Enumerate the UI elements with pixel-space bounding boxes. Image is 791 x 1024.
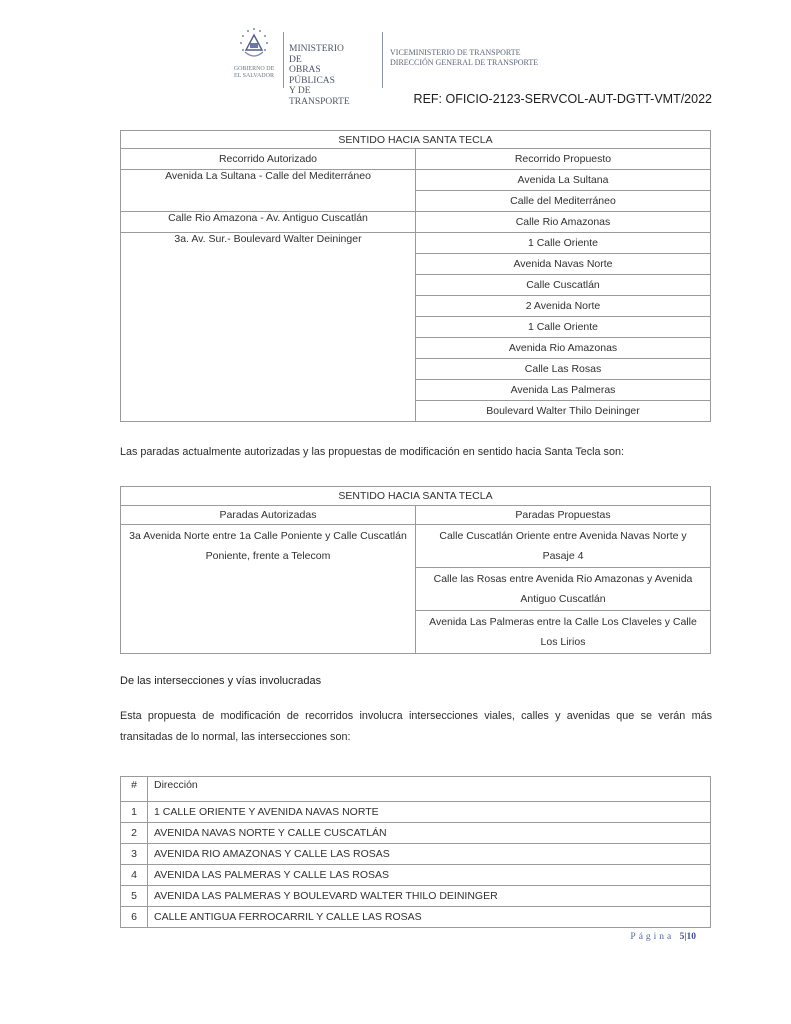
row-direction: CALLE ANTIGUA FERROCARRIL Y CALLE LAS ROSAS [148,907,711,928]
ministry-line-3: Y DE TRANSPORTE [289,86,350,107]
proposed-stop-cell: Avenida Las Palmeras entre la Calle Los Claveles y Calle Los Lirios [416,611,711,654]
proposed-route-cell: Avenida Rio Amazonas [416,338,711,359]
row-direction: AVENIDA LAS PALMERAS Y BOULEVARD WALTER THILO DEININGER [148,886,711,907]
proposed-route-cell: Avenida Navas Norte [416,254,711,275]
ministry-line-1: MINISTERIO DE [289,44,344,65]
proposed-route-cell: 1 Calle Oriente [416,233,711,254]
column-header-authorized: Recorrido Autorizado [121,149,416,170]
authorized-route-cell: 3a. Av. Sur.- Boulevard Walter Deininger [121,233,416,422]
vice-line-2: DIRECCIÓN GENERAL DE TRANSPORTE [390,58,539,67]
authorized-route-cell: Calle Rio Amazona - Av. Antiguo Cuscatlán [121,212,416,233]
table-row [121,844,711,865]
row-direction: 1 CALLE ORIENTE Y AVENIDA NAVAS NORTE [148,802,711,823]
divider [382,32,383,88]
row-direction: AVENIDA LAS PALMERAS Y CALLE LAS ROSAS [148,865,711,886]
ministry-line-2: OBRAS PÚBLICAS [289,65,335,86]
reference-number: REF: OFICIO-2123-SERVCOL-AUT-DGTT-VMT/2022 [413,92,712,106]
stops-intro-paragraph: Las paradas actualmente autorizadas y las propuestas de modificación en sentido hacia Santa Tecla son: [120,446,624,458]
table-row [121,865,711,886]
row-number: 4 [121,865,148,886]
vice-line-1: VICEMINISTERIO DE TRANSPORTE [390,48,521,57]
column-header-number: # [121,777,148,802]
stops-table [120,486,711,654]
proposed-route-cell: Calle Rio Amazonas [416,212,711,233]
divider [283,32,284,88]
gobierno-line-1: GOBIERNO DE [233,66,275,72]
section-heading: De las intersecciones y vías involucradas [120,675,322,687]
row-number: 1 [121,802,148,823]
proposed-stop-cell: Calle las Rosas entre Avenida Rio Amazonas y Avenida Antiguo Cuscatlán [416,568,711,611]
table-row [121,823,711,844]
table-row [121,907,711,928]
proposed-route-cell: 2 Avenida Norte [416,296,711,317]
proposed-route-cell: Avenida Las Palmeras [416,380,711,401]
row-number: 6 [121,907,148,928]
gobierno-label [226,66,282,80]
page-label: Página [630,932,675,942]
proposed-stop-cell: Calle Cuscatlán Oriente entre Avenida Navas Norte y Pasaje 4 [416,525,711,568]
column-header-proposed-stops: Paradas Propuestas [416,506,711,525]
column-header-authorized-stops: Paradas Autorizadas [121,506,416,525]
page-number [630,932,696,942]
proposed-route-cell: Calle del Mediterráneo [416,191,711,212]
table-title: SENTIDO HACIA SANTA TECLA [121,487,711,506]
column-header-proposed: Recorrido Propuesto [416,149,711,170]
proposed-route-cell: Avenida La Sultana [416,170,711,191]
row-number: 5 [121,886,148,907]
intersections-intro-paragraph: Esta propuesta de modificación de recorridos involucra intersecciones viales, calles y avenidas que se verán más transitadas de lo normal, las intersecciones son: [120,710,712,743]
gobierno-line-2: EL SALVADOR [234,73,274,79]
table-title: SENTIDO HACIA SANTA TECLA [121,131,711,149]
row-number: 3 [121,844,148,865]
page-count: 5|10 [679,932,696,942]
table-row [121,886,711,907]
proposed-route-cell: Calle Las Rosas [416,359,711,380]
row-direction: AVENIDA NAVAS NORTE Y CALLE CUSCATLÁN [148,823,711,844]
vice-ministry-name [390,48,538,68]
routes-table [120,130,711,422]
government-seal [226,26,282,80]
ministry-name [289,44,350,107]
row-number: 2 [121,823,148,844]
proposed-route-cell: 1 Calle Oriente [416,317,711,338]
proposed-route-cell: Boulevard Walter Thilo Deininger [416,401,711,422]
row-direction: AVENIDA RIO AMAZONAS Y CALLE LAS ROSAS [148,844,711,865]
authorized-route-cell: Avenida La Sultana - Calle del Mediterráneo [121,170,416,212]
column-header-direction: Dirección [148,777,711,802]
authorized-stop-cell: 3a Avenida Norte entre 1a Calle Poniente y Calle Cuscatlán Poniente, frente a Telecom [121,525,416,654]
coat-of-arms-icon [237,26,271,64]
table-row [121,802,711,823]
proposed-route-cell: Calle Cuscatlán [416,275,711,296]
intersections-table [120,776,711,928]
